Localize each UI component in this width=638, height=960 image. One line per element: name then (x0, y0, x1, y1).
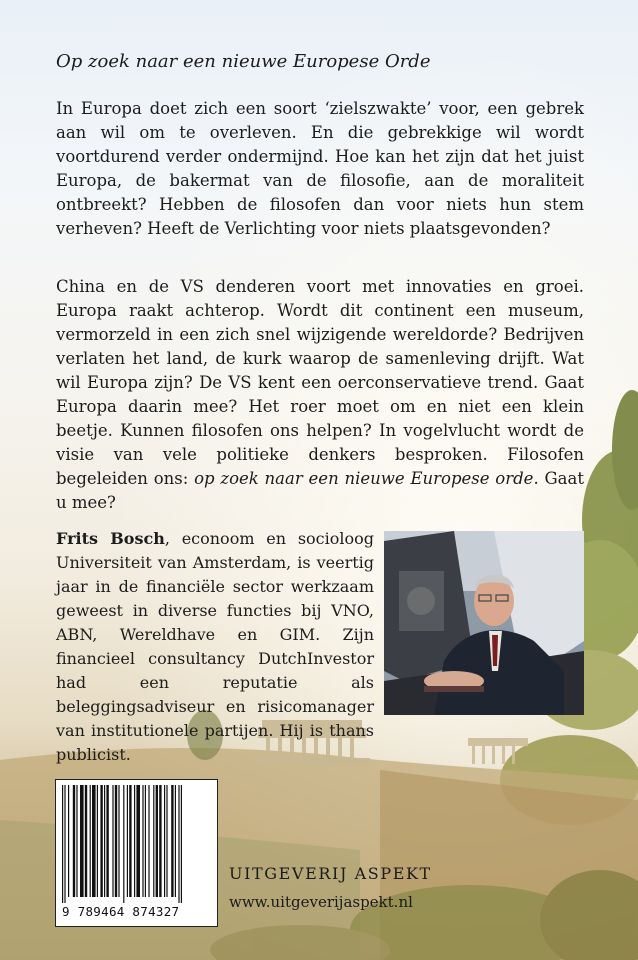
barcode-bar (115, 785, 117, 897)
barcode-bar (171, 785, 173, 897)
author-photo-image (384, 531, 584, 715)
barcode-bar (166, 785, 167, 897)
barcode-bar (148, 785, 149, 897)
barcode-bar (181, 785, 182, 903)
second-paragraph-end: . Gaat u mee? (56, 469, 584, 512)
isbn-barcode (55, 779, 218, 927)
author-photo (384, 531, 584, 715)
barcode-bar (156, 785, 158, 897)
isbn-digits: 9 789464 874327 (62, 904, 180, 919)
second-paragraph-text: China en de VS denderen voort met innovaties en groei. Europa raakt achterop. Wordt dit continent een museum, vermorzeld in een zich snel wijzigende wereldorde? Bedrijven verlaten het land, de kurk waarop de samenleving drijft. Wat wil Europa zijn? De VS kent een oerconservatieve trend. Gaat Europa daarin mee? Het roer moet om en niet een klein beetje. Kunnen filosofen ons helpen? In vogelvlucht wordt de visie van vele politieke denkers besproken. Filosofen begeleiden ons: (56, 277, 584, 488)
barcode-bar (64, 785, 65, 903)
barcode-bar (106, 785, 108, 897)
second-paragraph-italic: op zoek naar een nieuwe Europese orde (194, 469, 534, 488)
barcode-bar (123, 785, 124, 903)
intro-paragraph: In Europa doet zich een soort ‘zielszwakte’ voor, een gebrek aan wil om te overleven. En die gebrekkige wil wordt voortdurend verder ondermijnd. Hoe kan het zijn dat het juist Europa, de bakermat van de filosofie, aan de moraliteit ontbreekt? Hebben de filosofen dan voor niets hun stem verheven? Heeft de Verlichting voor niets plaatsgevonden? (56, 99, 584, 238)
barcode-bar (127, 785, 128, 897)
barcode-bar (134, 785, 135, 897)
barcode-bar (145, 785, 146, 897)
barcode-bar (175, 785, 176, 897)
barcode-bar (104, 785, 105, 897)
barcode-bar (136, 785, 140, 897)
barcode-bar (178, 785, 179, 903)
barcode-bar (85, 785, 87, 897)
barcode-bar (92, 785, 96, 897)
publisher-name: UITGEVERIJ ASPEKT (229, 864, 432, 883)
barcode-bar (90, 785, 91, 897)
barcode-bar (100, 785, 102, 897)
barcode-bar (159, 785, 161, 897)
author-bio-text: , econoom en socioloog Universiteit van Amsterdam, is veertig jaar in de financiële sector werkzaam geweest in diverse functies bij VNO, ABN, Wereldhave en GIM. Zijn financieel consultancy DutchInvestor had een reputatie als beleggingsadviseur en risicomanager van institutionele partijen. Hij is thans publicist. (56, 529, 374, 764)
barcode-bar (142, 785, 143, 897)
barcode-bar (68, 785, 69, 897)
barcode-bar (73, 785, 75, 897)
author-bio (56, 527, 374, 767)
barcode-bar (129, 785, 131, 897)
barcode-bars (62, 785, 211, 903)
cover-heading: Op zoek naar een nieuwe Europese Orde (56, 51, 431, 72)
barcode-bar (112, 785, 113, 897)
barcode-bar (80, 785, 84, 897)
second-paragraph (56, 275, 584, 515)
barcode-bar (153, 785, 154, 897)
barcode-bar (97, 785, 98, 897)
barcode-bar (62, 785, 63, 903)
barcode-bar (164, 785, 165, 897)
barcode-bar (76, 785, 77, 897)
author-name: Frits Bosch (56, 529, 165, 548)
publisher-website: www.uitgeverijaspekt.nl (229, 893, 413, 911)
barcode-bar (118, 785, 119, 897)
